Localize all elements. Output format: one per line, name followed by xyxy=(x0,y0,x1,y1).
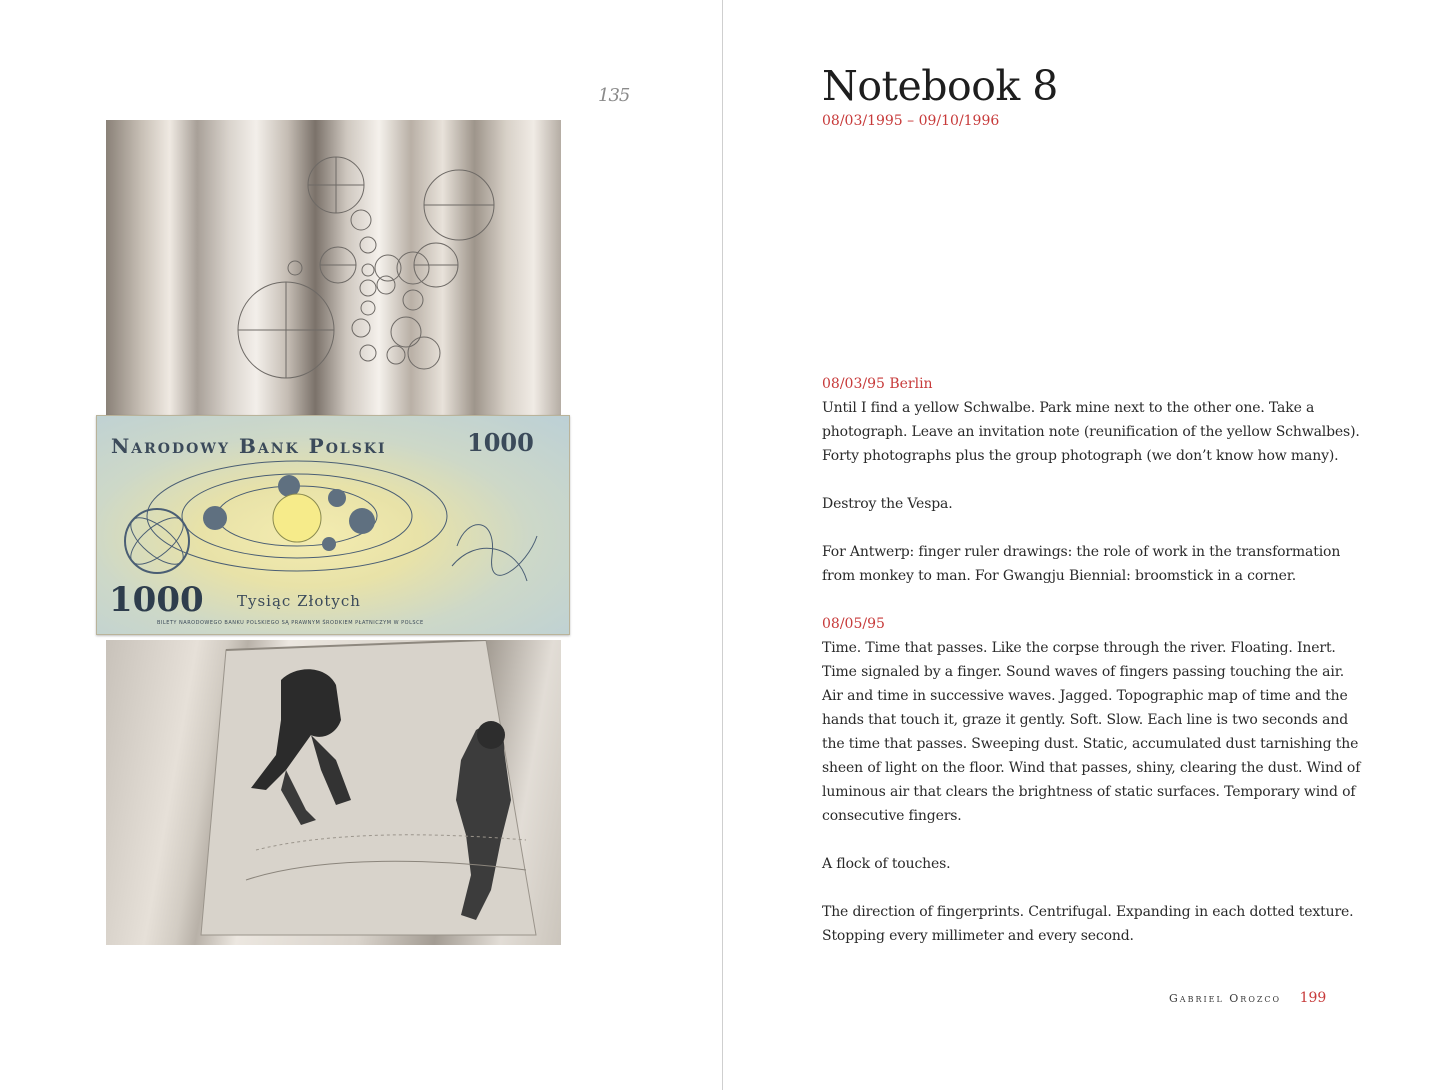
entry-heading: 08/05/95 xyxy=(822,616,885,632)
entry-paragraph: A flock of touches. xyxy=(822,856,951,872)
footer-author: Gabriel Orozco xyxy=(1169,992,1282,1005)
entry-paragraph: Time. Time that passes. Like the corpse through the river. Floating. Inert. Time signaled by a finger. Sound waves of fingers passing touching the air. Air and time in successive waves. Jagged. Topographic map of time and the hands that touch it, graze it gently. Soft. Slow. Each line is two seconds and the time that passes. Sweeping dust. Static, accumulated dust tarnishing the sheen of light on the floor. Wind that passes, shiny, clearing the dust. Wind of luminous air that clears the brightness of static surfaces. Temporary wind of consecutive fingers. xyxy=(822,640,1361,824)
running-footer xyxy=(1169,990,1326,1006)
chapter-date-range: 08/03/1995 – 09/10/1996 xyxy=(822,113,1000,129)
circle-drawing xyxy=(106,120,561,420)
entry-paragraph: The direction of fingerprints. Centrifugal. Expanding in each dotted texture. Stopping every millimeter and every second. xyxy=(822,904,1354,944)
open-book-photo xyxy=(106,640,561,945)
football-players-photo xyxy=(106,640,561,945)
banknote xyxy=(96,415,570,635)
banknote-fineprint: BILETY NARODOWEGO BANKU POLSKIEGO SĄ PRAWNYM ŚRODKIEM PŁATNICZYM W POLSCE xyxy=(157,620,424,626)
handwritten-page-number: 135 xyxy=(598,85,630,106)
entry-paragraph: For Antwerp: finger ruler drawings: the role of work in the transformation from monkey to man. For Gwangju Biennial: broomstick in a corner. xyxy=(822,544,1341,584)
chapter-title: Notebook 8 xyxy=(822,62,1058,110)
entry-paragraph: Until I find a yellow Schwalbe. Park mine next to the other one. Take a photograph. Leave an invitation note (reunification of the yellow Schwalbes). Forty photographs plus the group photograph (we don’t know how many). xyxy=(822,400,1360,464)
right-page xyxy=(723,0,1445,1090)
banknote-currency: Tysiąc Złotych xyxy=(237,592,361,610)
page-number: 199 xyxy=(1299,990,1327,1006)
banknote-value-top: 1000 xyxy=(467,428,534,457)
curtain-photo xyxy=(106,120,561,420)
banknote-value-bottom: 1000 xyxy=(109,580,204,620)
entry-paragraph: Destroy the Vespa. xyxy=(822,496,953,512)
entry-heading: 08/03/95 Berlin xyxy=(822,376,933,392)
notebook-entries xyxy=(822,372,1362,972)
banknote-title: Narodowy Bank Polski xyxy=(111,434,387,458)
left-page xyxy=(0,0,722,1090)
collage-image xyxy=(106,120,561,945)
